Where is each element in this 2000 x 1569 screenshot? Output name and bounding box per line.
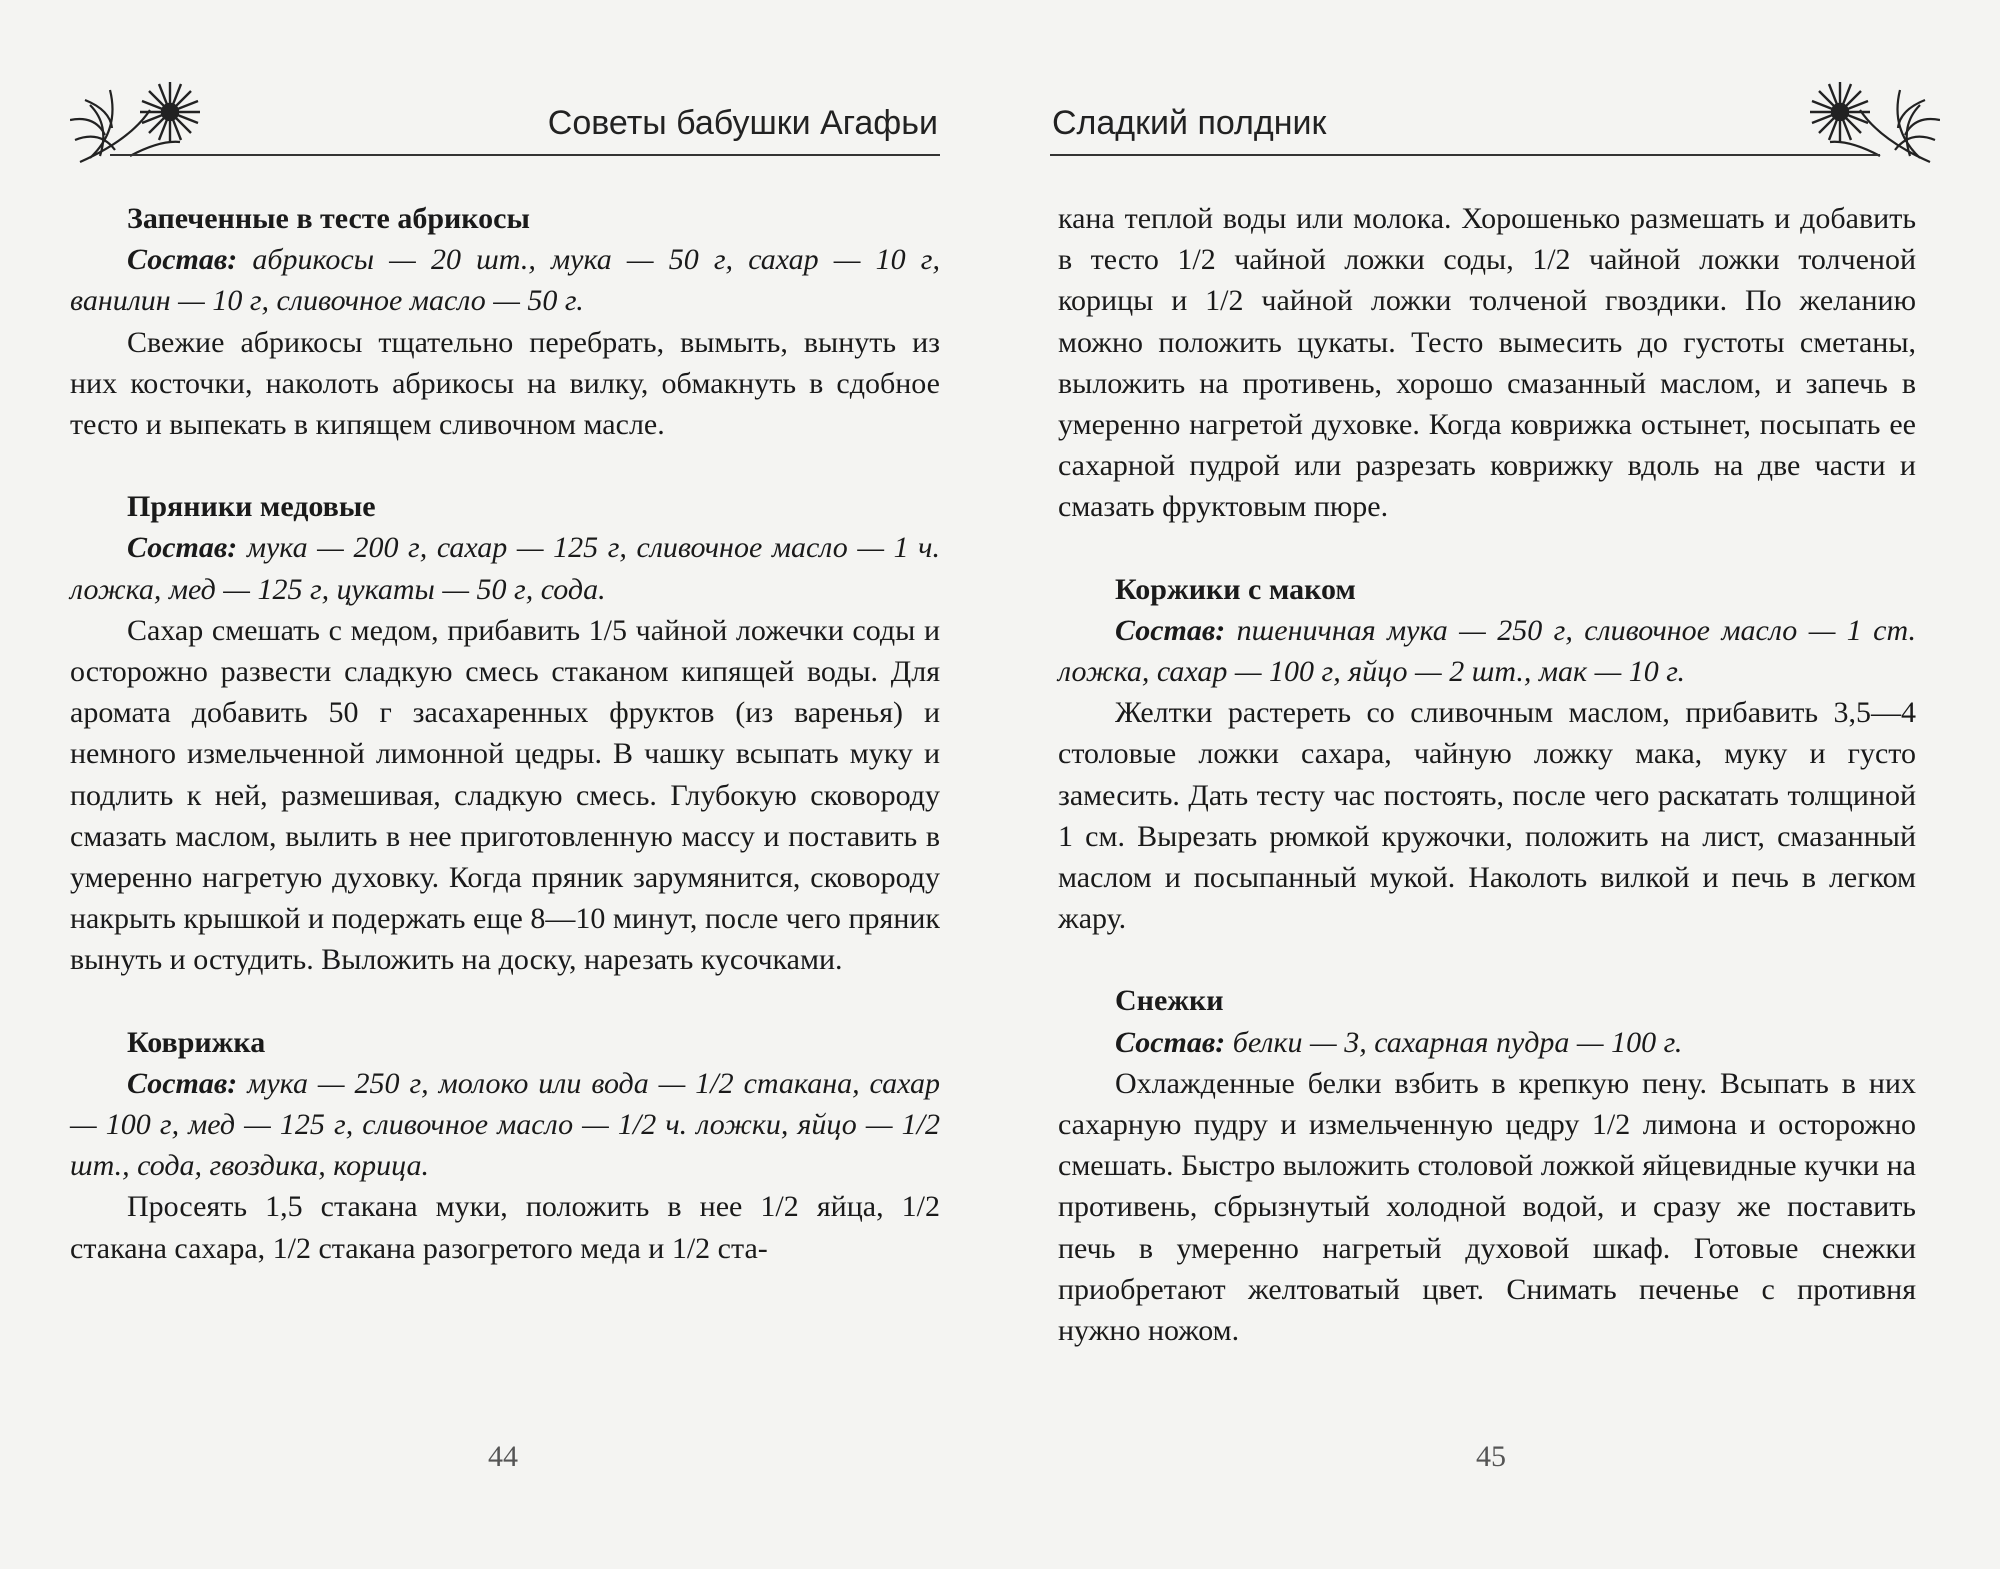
running-header-title: Сладкий полдник: [1052, 104, 1327, 142]
composition-text: белки — 3, сахарная пудра — 100 г.: [1225, 1025, 1683, 1059]
recipe-composition: [70, 527, 940, 609]
recipe-title: Коржики с маком: [1115, 572, 1356, 606]
page-number: 45: [1476, 1440, 1506, 1473]
composition-label: Состав:: [127, 531, 238, 565]
composition-text: пшеничная мука — 250 г, сливочное масло — 1 ст. ложка, сахар — 100 г, яйцо — 2 шт., мак — 10 г.: [1058, 613, 1916, 689]
composition-label: Состав:: [127, 243, 238, 277]
recipe-title: Пряники медовые: [127, 490, 376, 524]
right-header: [1050, 70, 1940, 170]
cornflower-ornament-icon: [1790, 70, 1940, 165]
recipe-title: Коврижка: [127, 1025, 266, 1059]
recipe-method-continuation: кана теплой воды или молока. Хорошенько размешать и добавить в тесто 1/2 чайной ложки соды, 1/2 чайной ложки толченой корицы и 1/2 чайной ложки толченой гвоздики. По желанию можно положить цукаты. Тесто вымесить до густоты сметаны, выложить на противень, хорошо смазанный маслом, и запечь в умеренно нагретой духовке. Когда коврижка остынет, посыпать ее сахарной пудрой или разрезать коврижку вдоль на две части и смазать фруктовым пюре.: [1058, 202, 1916, 524]
right-text-column: [1058, 198, 1916, 1351]
header-rule: [1050, 154, 1880, 156]
recipe-title: Снежки: [1115, 984, 1224, 1018]
recipe-method: Сахар смешать с медом, прибавить 1/5 чайной ложечки соды и осторожно развести сладкую смесь стаканом кипящей воды. Для аромата добавить 50 г засахаренных фруктов (из варенья) и немного измельченной лимонной цедры. В чашку всыпать муку и подлить к ней, размешивая, сладкую смесь. Глубокую сковороду смазать маслом, вылить в нее приготовленную массу и поставить в умеренно нагретую духовку. Когда пряник зарумянится, сковороду накрыть крышкой и подержать еще 8—10 минут, после чего пряник вынуть и остудить. Выложить на доску, нарезать кусочками.: [70, 613, 940, 977]
header-rule: [110, 154, 940, 156]
left-header: [70, 70, 940, 170]
page-number: 44: [488, 1440, 518, 1473]
composition-label: Состав:: [127, 1066, 238, 1100]
composition-text: абрикосы — 20 шт., мука — 50 г, сахар — 10 г, ванилин — 10 г, сливочное масло — 50 г.: [70, 243, 940, 318]
composition-text: мука — 200 г, сахар — 125 г, сливочное масло — 1 ч. ложка, мед — 125 г, цукаты — 50 г, сода.: [70, 531, 940, 606]
running-header-title: Советы бабушки Агафьи: [547, 104, 938, 142]
composition-text: мука — 250 г, молоко или вода — 1/2 стакана, сахар — 100 г, мед — 125 г, сливочное масло — 1/2 ч. ложки, яйцо — 1/2 шт., сода, гвоздика, корица.: [70, 1066, 940, 1183]
recipe-method: Просеять 1,5 стакана муки, положить в нее 1/2 яйца, 1/2 стакана сахара, 1/2 стакана разогретого меда и 1/2 ста-: [70, 1190, 940, 1265]
recipe-composition: [1058, 610, 1916, 692]
recipe-title: Запеченные в тесте абрикосы: [127, 202, 530, 235]
recipe-composition: [1058, 1022, 1916, 1063]
recipe-composition: [70, 1063, 940, 1187]
recipe-method: Желтки растереть со сливочным маслом, прибавить 3,5—4 столовые ложки сахара, чайную ложку мака, муку и густо замесить. Дать тесту час постоять, после чего раскатать толщиной 1 см. Вырезать рюмкой кружочки, положить на лист, смазанный маслом и посыпанный мукой. Наколоть вилкой и печь в легком жару.: [1058, 696, 1916, 936]
cornflower-ornament-icon: [70, 70, 220, 165]
recipe-method: Охлажденные белки взбить в крепкую пену. Всыпать в них сахарную пудру и измельченную цедру 1/2 лимона и осторожно смешать. Быстро выложить столовой ложкой яйцевидные кучки на противень, сбрызнутый холодной водой, и сразу же поставить печь в умеренно нагретый духовой шкаф. Готовые снежки приобретают желтоватый цвет. Снимать печенье с противня нужно ножом.: [1058, 1066, 1916, 1348]
right-page: [1000, 0, 2000, 1569]
left-text-column: [70, 198, 940, 1269]
recipe-composition: [70, 239, 940, 321]
recipe-method: Свежие абрикосы тщательно перебрать, вымыть, вынуть из них косточки, наколоть абрикосы на вилку, обмакнуть в сдобное тесто и выпекать в кипящем сливочном масле.: [70, 325, 940, 442]
composition-label: Состав:: [1115, 1025, 1226, 1059]
composition-label: Состав:: [1115, 613, 1226, 647]
